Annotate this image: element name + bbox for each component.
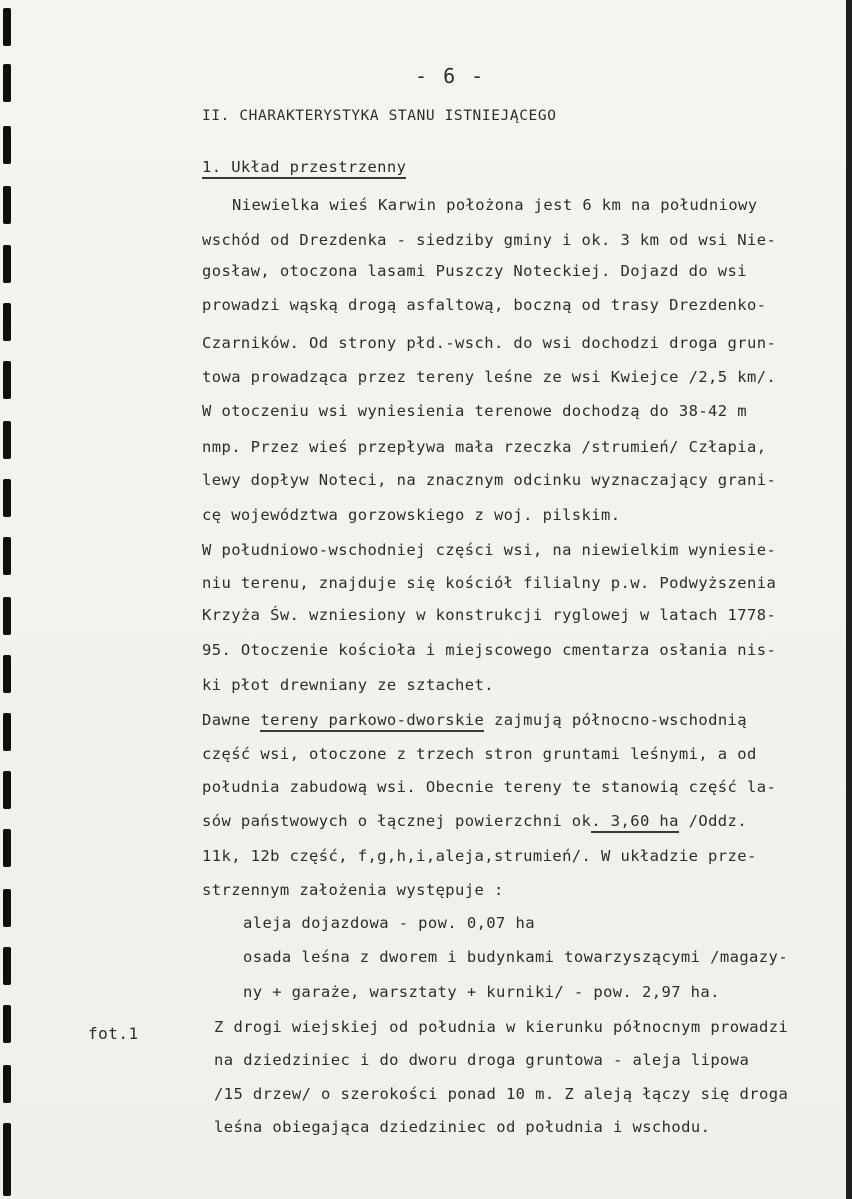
text-line: strzennym założenia występuje : [202,881,504,899]
text-line: ny + garaże, warsztaty + kurniki/ - pow. 2,97 ha. [243,983,720,1001]
text-line: gosław, otoczona lasami Puszczy Noteckiej. Dojazd do wsi [202,262,747,280]
binding-hole [3,1158,11,1196]
text-line: Krzyża Św. wzniesiony w konstrukcji ryglowej w latach 1778- [202,606,777,624]
binding-hole [3,829,11,867]
text-line: cę województwa gorzowskiego z woj. pilskim. [202,506,621,524]
section-title: II. CHARAKTERYSTYKA STANU ISTNIEJĄCEGO [202,108,557,124]
text-line: wschód od Drezdenka - siedziby gminy i ok. 3 km od wsi Nie- [202,231,777,249]
text-line: aleja dojazdowa - pow. 0,07 ha [243,914,535,932]
binding-hole [3,1065,11,1103]
binding-hole [3,1005,11,1043]
text-line: prowadzi wąską drogą asfaltową, boczną od trasy Drezdenko- [202,296,767,314]
binding-hole [3,186,11,224]
binding-hole [3,947,11,985]
text-line: W południowo-wschodniej części wsi, na niewielkim wyniesie- [202,541,777,559]
binding-hole [3,303,11,341]
text-line: /15 drzew/ o szerokości ponad 10 m. Z aleją łączy się droga [214,1085,789,1103]
binding-hole [3,597,11,635]
text-line: ki płot drewniany ze sztachet. [202,676,494,694]
text-fragment: /Oddz. [678,812,747,830]
text-line: 11k, 12b część, f,g,h,i,aleja,strumień/. W układzie prze- [202,847,757,865]
binding-hole [3,479,11,517]
subsection-title-text: 1. Układ przestrzenny [202,158,406,179]
binding-hole [3,889,11,927]
binding-holes [0,0,20,1199]
text-line: osada leśna z dworem i budynkami towarzyszącymi /magazy- [243,948,788,966]
binding-hole [3,537,11,575]
text-line: część wsi, otoczone z trzech stron gruntami leśnymi, a od [202,745,757,763]
binding-hole [3,655,11,693]
binding-hole [3,126,11,164]
text-line: 95. Otoczenie kościoła i miejscowego cmentarza osłania nis- [202,641,777,659]
binding-hole [3,361,11,399]
text-fragment: zajmują północno-wschodnią [484,711,748,729]
binding-hole [3,245,11,283]
text-line: na dziedziniec i do dworu droga gruntowa - aleja lipowa [214,1051,750,1069]
binding-hole [3,1123,11,1161]
margin-note: fot.1 [88,1024,139,1043]
underlined-area: . 3,60 ha [591,812,679,833]
text-line: Z drogi wiejskiej od południa w kierunku północnym prowadzi [214,1018,789,1036]
text-fragment: Dawne [202,711,261,729]
binding-hole [3,713,11,751]
text-line: niu terenu, znajduje się kościół filialny p.w. Podwyższenia [202,574,777,592]
binding-hole [3,771,11,809]
text-fragment: sów państwowych o łącznej powierzchni ok [202,812,592,830]
text-line: towa prowadząca przez tereny leśne ze wsi Kwiejce /2,5 km/. [202,368,777,386]
text-line: W otoczeniu wsi wyniesienia terenowe dochodzą do 38-42 m [202,402,747,420]
text-line: leśna obiegająca dziedziniec od południa i wschodu. [214,1118,711,1136]
underlined-term: tereny parkowo-dworskie [260,711,484,732]
text-line: nmp. Przez wieś przepływa mała rzeczka /strumień/ Człapia, [202,438,767,456]
text-line: lewy dopływ Noteci, na znacznym odcinku wyznaczający grani- [202,471,777,489]
text-line [202,812,747,830]
text-line: Niewielka wieś Karwin położona jest 6 km na południowy [232,196,758,214]
binding-hole [3,8,11,46]
binding-hole [3,421,11,459]
text-line: południa zabudową wsi. Obecnie tereny te stanowią część la- [202,778,777,796]
binding-hole [3,64,11,102]
page-number: - 6 - [415,64,486,88]
subsection-title [202,158,406,176]
text-line: Czarników. Od strony płd.-wsch. do wsi dochodzi droga grun- [202,334,777,352]
text-line [202,711,747,729]
